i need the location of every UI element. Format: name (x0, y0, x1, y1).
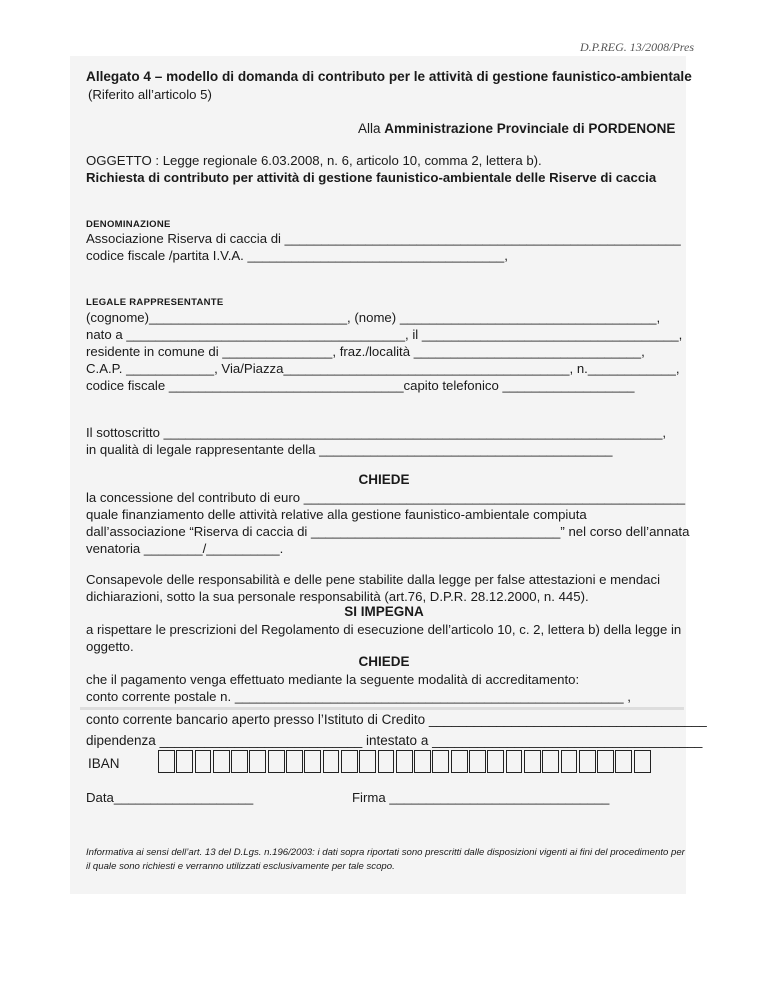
iban-char-box[interactable] (524, 750, 541, 773)
iban-char-box[interactable] (561, 750, 578, 773)
iban-char-box[interactable] (176, 750, 193, 773)
residenza-field[interactable]: residente in comune di _______________, fraz./località _______________________________, (86, 344, 645, 359)
contributo-field[interactable]: la concessione del contributo di euro ____________________________________________________ (86, 490, 686, 505)
iban-char-box[interactable] (158, 750, 175, 773)
iban-char-box[interactable] (414, 750, 431, 773)
iban-char-box[interactable] (268, 750, 285, 773)
regulation-reference: D.P.REG. 13/2008/Pres (580, 40, 694, 54)
form-subtitle: (Riferito all’articolo 5) (88, 87, 212, 102)
qualita-field[interactable]: in qualità di legale rappresentante della ________________________________________ (86, 442, 613, 457)
iban-char-box[interactable] (396, 750, 413, 773)
chiede-heading-2: CHIEDE (358, 654, 410, 669)
consapevole-text-2: dichiarazioni, sotto la sua personale responsabilità (art.76, D.P.R. 28.12.2000, n. 445). (86, 589, 589, 604)
iban-char-box[interactable] (195, 750, 212, 773)
iban-char-box[interactable] (286, 750, 303, 773)
iban-char-box[interactable] (579, 750, 596, 773)
iban-char-box[interactable] (469, 750, 486, 773)
denominazione-heading: DENOMINAZIONE (86, 219, 171, 230)
oggetto-line: OGGETTO : Legge regionale 6.03.2008, n. 6, articolo 10, comma 2, lettera b). (86, 153, 542, 168)
iban-char-box[interactable] (506, 750, 523, 773)
impegna-text-2: oggetto. (86, 639, 134, 654)
legale-heading: LEGALE RAPPRESENTANTE (86, 297, 224, 308)
iban-char-box[interactable] (597, 750, 614, 773)
iban-label: IBAN (88, 756, 120, 771)
sottoscritto-field[interactable]: Il sottoscritto ____________________________________________________________________, (86, 425, 667, 440)
indirizzo-field[interactable]: C.A.P. ____________, Via/Piazza_______________________________________, n.____________, (86, 361, 680, 376)
conto-bancario-field[interactable]: conto corrente bancario aperto presso l’Istituto di Credito _____________________________________ (86, 712, 707, 727)
iban-char-box[interactable] (304, 750, 321, 773)
addressee (358, 120, 675, 137)
partita-iva-field[interactable]: codice fiscale /partita I.V.A. ___________________________________, (86, 248, 508, 263)
iban-char-box[interactable] (542, 750, 559, 773)
iban-char-box[interactable] (432, 750, 449, 773)
iban-char-box[interactable] (359, 750, 376, 773)
data-field[interactable]: Data___________________ (86, 790, 254, 805)
riserva-field[interactable]: Associazione Riserva di caccia di ______________________________________________________ (86, 231, 681, 246)
informativa-privacy: Informativa ai sensi dell’art. 13 del D.Lgs. n.196/2003: i dati sopra riportati sono prescritti dalle disposizioni vigenti ai fini del procedimento per il quale sono richiesti e verranno utilizzati esclusivamente per tale scopo. (86, 847, 685, 872)
pagamento-text: che il pagamento venga effettuato mediante la seguente modalità di accreditamento: (86, 672, 580, 687)
si-impegna-heading: SI IMPEGNA (344, 604, 424, 619)
iban-char-box[interactable] (451, 750, 468, 773)
iban-char-box[interactable] (323, 750, 340, 773)
dipendenza-field[interactable]: dipendenza ___________________________ intestato a ____________________________________ (86, 733, 703, 748)
consapevole-text-1: Consapevole delle responsabilità e delle pene stabilite dalla legge per false attestazioni e mendaci (86, 572, 661, 587)
nascita-field[interactable]: nato a ______________________________________, il ___________________________________, (86, 327, 683, 342)
iban-char-box[interactable] (378, 750, 395, 773)
annata-field[interactable]: venatoria ________/__________. (86, 541, 284, 556)
chiede-heading-1: CHIEDE (358, 472, 410, 487)
cognome-nome-field[interactable]: (cognome)___________________________, (nome) ___________________________________, (86, 310, 661, 325)
codice-fiscale-field[interactable]: codice fiscale ________________________________capito telefonico __________________ (86, 378, 635, 393)
iban-char-box[interactable] (615, 750, 632, 773)
iban-char-box[interactable] (341, 750, 358, 773)
conto-postale-field[interactable]: conto corrente postale n. _____________________________________________________ , (86, 689, 631, 704)
scan-seam (80, 707, 684, 710)
iban-char-box[interactable] (231, 750, 248, 773)
oggetto-title: Richiesta di contributo per attività di gestione faunistico-ambientale delle Riserve di caccia (86, 170, 657, 185)
addressee-prefix: Alla (358, 121, 381, 136)
firma-field[interactable]: Firma ______________________________ (352, 790, 610, 805)
addressee-name: Amministrazione Provinciale di PORDENONE (384, 121, 676, 136)
iban-char-box[interactable] (487, 750, 504, 773)
iban-char-box[interactable] (634, 750, 651, 773)
form-title: Allegato 4 – modello di domanda di contributo per le attività di gestione faunistico-ambientale (86, 69, 692, 84)
iban-char-box[interactable] (249, 750, 266, 773)
iban-char-box[interactable] (213, 750, 230, 773)
finanziamento-text: quale finanziamento delle attività relative alla gestione faunistico-ambientale compiuta (86, 507, 587, 522)
associazione-field[interactable]: dall’associazione “Riserva di caccia di __________________________________” nel corso dell’annata (86, 524, 690, 539)
impegna-text-1: a rispettare le prescrizioni del Regolamento di esecuzione dell’articolo 10, c. 2, lettera b) della legge in (86, 622, 682, 637)
iban-boxes[interactable] (158, 750, 652, 775)
